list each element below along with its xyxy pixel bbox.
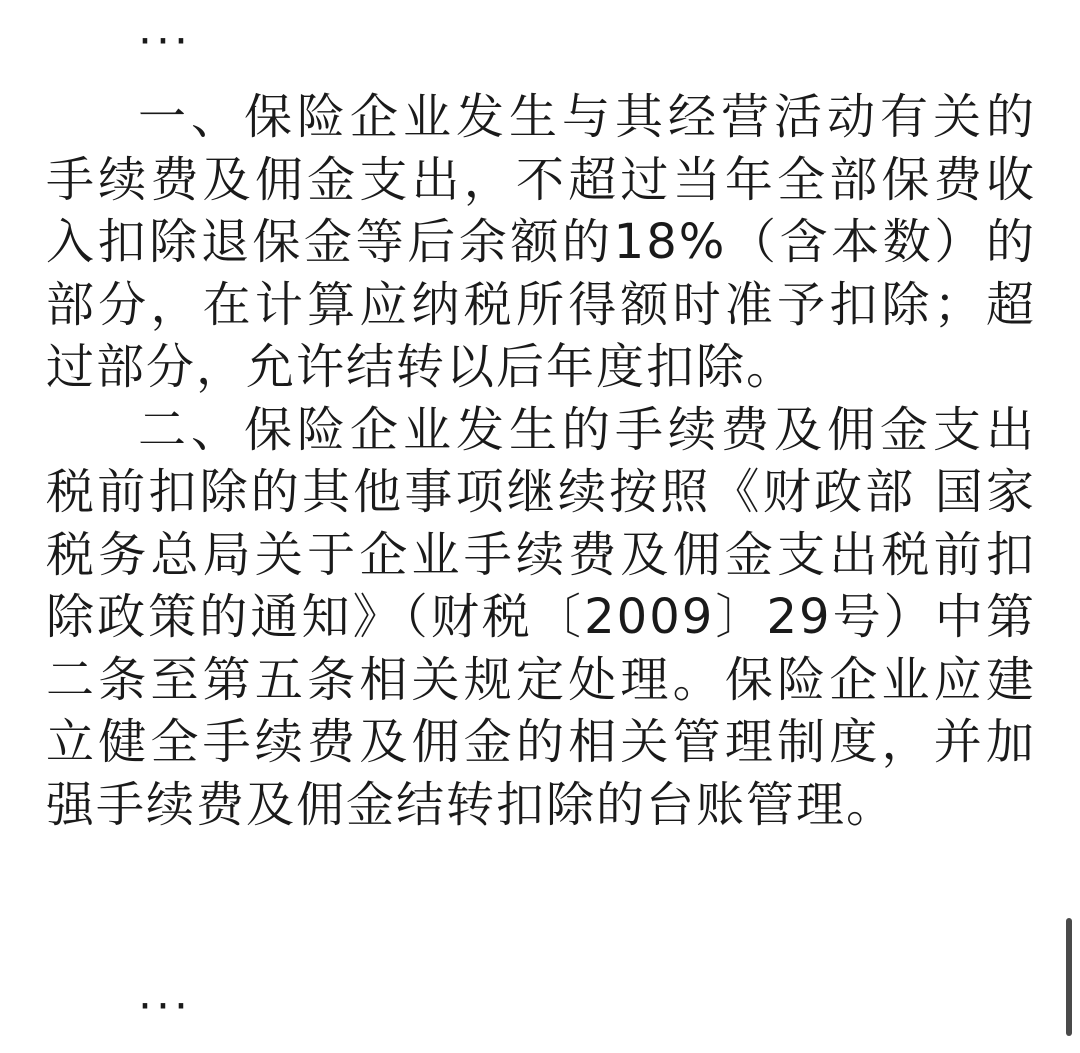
document-body xyxy=(46,0,1036,836)
paragraph-article-1: 一、保险企业发生与其经营活动有关的手续费及佣金支出，不超过当年全部保费收入扣除退保金等后余额的18%（含本数）的部分，在计算应纳税所得额时准予扣除；超过部分，允许结转以后年度扣除。 xyxy=(46,89,1036,395)
paragraph-article-2: 二、保险企业发生的手续费及佣金支出税前扣除的其他事项继续按照《财政部 国家税务总局关于企业手续费及佣金支出税前扣除政策的通知》（财税〔2009〕29号）中第二条至第五条相关规定处理。保险企业应建立健全手续费及佣金的相关管理制度，并加强手续费及佣金结转扣除的台账管理。 xyxy=(46,401,1036,833)
ellipsis-top: ··· xyxy=(138,16,192,67)
scrollbar-thumb[interactable] xyxy=(1066,918,1072,1036)
ellipsis-bottom: ··· xyxy=(138,981,192,1032)
